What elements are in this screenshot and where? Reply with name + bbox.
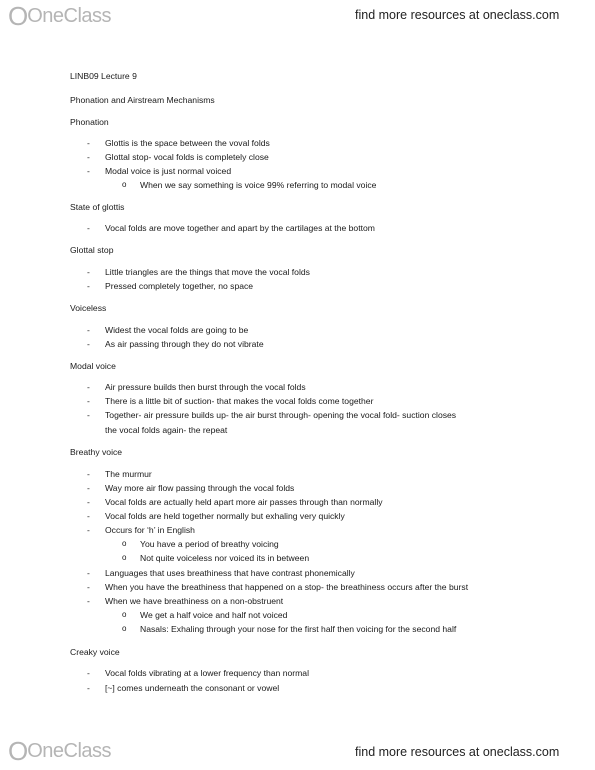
section-heading-modal-voice: Modal voice	[70, 361, 116, 371]
oneclass-logo-text: OneClass	[27, 739, 112, 762]
section-heading-state-of-glottis: State of glottis	[70, 202, 125, 212]
page-header	[0, 0, 595, 30]
oneclass-o-icon: O	[8, 1, 28, 31]
section-heading-glottal-stop: Glottal stop	[70, 245, 114, 255]
section-heading-breathy-voice: Breathy voice	[70, 447, 123, 457]
section-heading-voiceless: Voiceless	[70, 303, 107, 313]
course-code: LINB09 Lecture 9	[70, 71, 137, 81]
lecture-title: Phonation and Airstream Mechanisms	[70, 95, 215, 105]
header-tagline[interactable]: find more resources at oneclass.com	[355, 8, 560, 22]
oneclass-o-icon: O	[8, 736, 28, 766]
footer-tagline[interactable]: find more resources at oneclass.com	[355, 745, 560, 759]
list-item-continuation: the vocal folds again- the repeat	[105, 425, 228, 435]
section-heading-creaky-voice: Creaky voice	[70, 647, 120, 657]
oneclass-logo-footer[interactable]	[8, 738, 111, 764]
oneclass-logo[interactable]	[8, 3, 111, 29]
section-heading-phonation: Phonation	[70, 117, 109, 127]
oneclass-logo-text: OneClass	[27, 4, 112, 27]
